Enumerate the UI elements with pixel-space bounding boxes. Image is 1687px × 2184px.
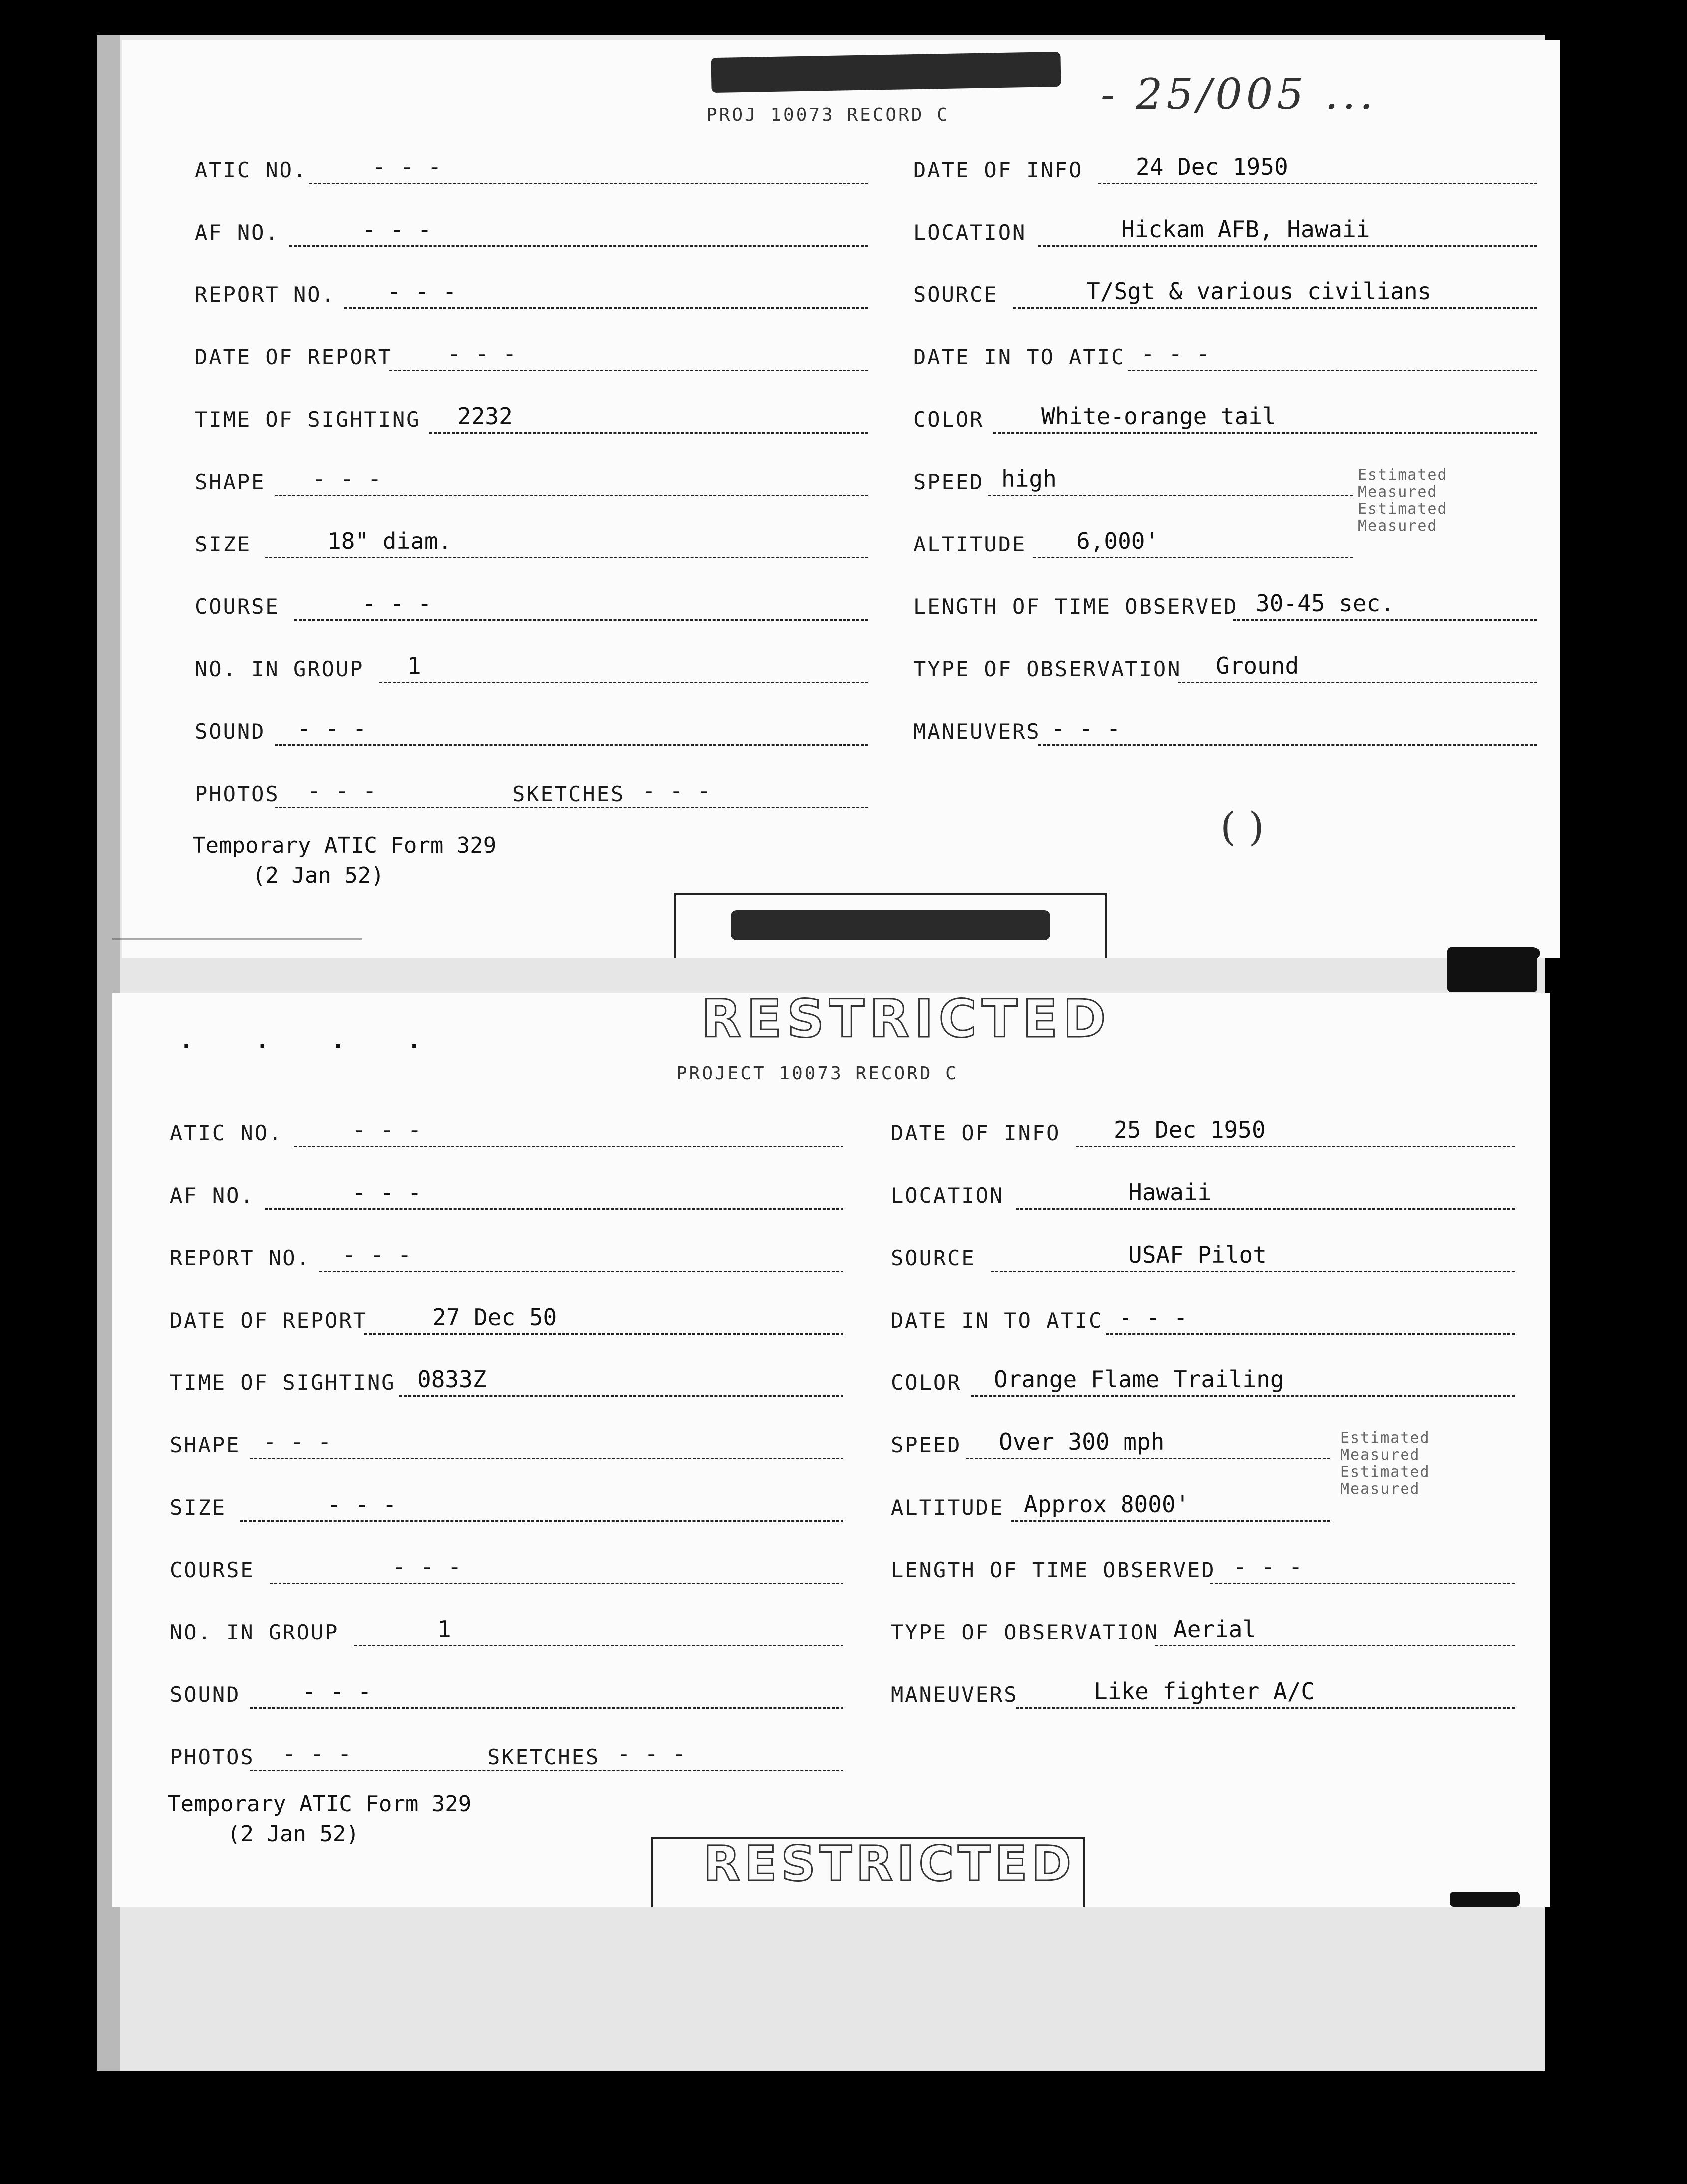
- field-maneuvers: MANEUVERS - - -: [913, 719, 1537, 749]
- field-date-in-to-atic: DATE IN TO ATIC - - -: [891, 1308, 1515, 1338]
- sound-value: - - -: [294, 715, 369, 742]
- form-footer: Temporary ATIC Form 329 (2 Jan 52): [192, 833, 497, 888]
- time-of-sighting-value: 0833Z: [414, 1366, 489, 1393]
- field-time-of-sighting: TIME OF SIGHTING 2232: [195, 407, 868, 437]
- field-source: SOURCE T/Sgt & various civilians: [913, 282, 1537, 312]
- date-of-report-value: 27 Dec 50: [429, 1304, 560, 1331]
- project-header: PROJ 10073 RECORD C: [706, 105, 950, 125]
- af-no-value: - - -: [349, 1179, 424, 1206]
- field-location: LOCATION Hickam AFB, Hawaii: [913, 220, 1537, 250]
- shape-value: - - -: [260, 1428, 334, 1455]
- field-location: LOCATION Hawaii: [891, 1183, 1515, 1213]
- redacted-footer-stamp: [731, 910, 1050, 940]
- photos-value: - - -: [280, 1740, 354, 1767]
- speed-value: Over 300 mph: [996, 1428, 1167, 1455]
- field-af-no: AF NO. - - -: [170, 1183, 844, 1213]
- restricted-stamp: RESTRICTED: [701, 993, 1111, 1049]
- field-date-in-to-atic: DATE IN TO ATIC - - -: [913, 344, 1537, 374]
- maneuvers-value: - - -: [1048, 715, 1123, 742]
- shape-value: - - -: [309, 465, 384, 492]
- restricted-footer-stamp: RESTRICTED: [703, 1836, 1075, 1892]
- source-value: USAF Pilot: [1125, 1241, 1270, 1268]
- record-card-top: [122, 40, 1560, 958]
- color-value: Orange Flame Trailing: [991, 1366, 1287, 1393]
- field-atic-no: ATIC NO. - - -: [170, 1120, 844, 1150]
- altitude-value: 6,000': [1073, 528, 1162, 554]
- field-no-in-group: NO. IN GROUP 1: [195, 656, 868, 686]
- speed-value: high: [998, 465, 1060, 492]
- field-sound: SOUND - - -: [170, 1682, 844, 1712]
- field-shape: SHAPE - - -: [195, 469, 868, 499]
- field-altitude: ALTITUDE Approx 8000': [891, 1495, 1330, 1525]
- atic-no-value: - - -: [349, 1116, 424, 1143]
- location-value: Hickam AFB, Hawaii: [1118, 216, 1373, 243]
- field-no-in-group: NO. IN GROUP 1: [170, 1620, 844, 1649]
- margin-mark: ( ): [1220, 804, 1264, 850]
- field-length-observed: LENGTH OF TIME OBSERVED 30-45 sec.: [913, 594, 1537, 624]
- estimated-measured-notes: Estimated Measured Estimated Measured: [1358, 466, 1448, 535]
- footer-stamp-box: [674, 893, 1107, 958]
- sketches-label: SKETCHES: [509, 782, 628, 806]
- sketches-value: - - -: [614, 1740, 689, 1767]
- maneuvers-value: Like fighter A/C: [1091, 1678, 1318, 1705]
- atic-no-value: - - -: [369, 153, 444, 180]
- field-photos-sketches: PHOTOS - - - SKETCHES - - -: [170, 1744, 844, 1774]
- field-time-of-sighting: TIME OF SIGHTING 0833Z: [170, 1370, 844, 1400]
- field-color: COLOR White-orange tail: [913, 407, 1537, 437]
- document-reference-handwritten: - 25/005 ...: [1101, 70, 1377, 119]
- footer-stamp-box: [651, 1837, 1085, 1907]
- field-date-of-report: DATE OF REPORT - - -: [195, 344, 868, 374]
- redacted-header-stamp: [711, 52, 1061, 93]
- corner-blot: [1450, 1892, 1520, 1907]
- field-course: COURSE - - -: [170, 1557, 844, 1587]
- project-header: PROJECT 10073 RECORD C: [676, 1063, 958, 1084]
- field-size: SIZE 18" diam.: [195, 532, 868, 561]
- length-observed-value: - - -: [1230, 1553, 1305, 1580]
- field-date-of-info: DATE OF INFO 24 Dec 1950: [913, 157, 1537, 187]
- margin-dots: . . . .: [177, 1021, 443, 1056]
- date-in-to-atic-value: - - -: [1116, 1304, 1190, 1331]
- report-no-value: - - -: [384, 278, 459, 305]
- type-of-observation-value: Ground: [1213, 652, 1302, 679]
- course-value: - - -: [389, 1553, 464, 1580]
- field-color: COLOR Orange Flame Trailing: [891, 1370, 1515, 1400]
- card-gap-line: [112, 938, 362, 940]
- size-value: - - -: [324, 1491, 399, 1518]
- af-no-value: - - -: [359, 216, 434, 243]
- field-report-no: REPORT NO. - - -: [195, 282, 868, 312]
- date-of-info-value: 24 Dec 1950: [1133, 153, 1291, 180]
- record-card-bottom: [112, 993, 1550, 1907]
- field-maneuvers: MANEUVERS Like fighter A/C: [891, 1682, 1515, 1712]
- field-shape: SHAPE - - -: [170, 1432, 844, 1462]
- form-footer: Temporary ATIC Form 329 (2 Jan 52): [167, 1791, 472, 1847]
- type-of-observation-value: Aerial: [1170, 1616, 1259, 1642]
- course-value: - - -: [359, 590, 434, 617]
- field-altitude: ALTITUDE 6,000': [913, 532, 1353, 561]
- page-corner-blot: [1447, 947, 1537, 992]
- sketches-value: - - -: [639, 777, 714, 804]
- source-value: T/Sgt & various civilians: [1083, 278, 1434, 305]
- field-type-of-observation: TYPE OF OBSERVATION Ground: [913, 656, 1537, 686]
- field-speed: SPEED Over 300 mph: [891, 1432, 1330, 1462]
- field-photos-sketches: PHOTOS - - - SKETCHES - - -: [195, 781, 868, 811]
- field-atic-no: ATIC NO. - - -: [195, 157, 868, 187]
- field-date-of-report: DATE OF REPORT 27 Dec 50: [170, 1308, 844, 1338]
- size-value: 18" diam.: [324, 528, 455, 554]
- date-in-to-atic-value: - - -: [1138, 340, 1213, 367]
- field-speed: SPEED high: [913, 469, 1353, 499]
- field-sound: SOUND - - -: [195, 719, 868, 749]
- time-of-sighting-value: 2232: [454, 403, 516, 430]
- field-report-no: REPORT NO. - - -: [170, 1245, 844, 1275]
- no-in-group-value: 1: [404, 652, 424, 679]
- no-in-group-value: 1: [434, 1616, 454, 1642]
- field-af-no: AF NO. - - -: [195, 220, 868, 250]
- date-of-info-value: 25 Dec 1950: [1111, 1116, 1269, 1143]
- field-type-of-observation: TYPE OF OBSERVATION Aerial: [891, 1620, 1515, 1649]
- report-no-value: - - -: [339, 1241, 414, 1268]
- field-size: SIZE - - -: [170, 1495, 844, 1525]
- sketches-label: SKETCHES: [484, 1745, 603, 1769]
- altitude-value: Approx 8000': [1021, 1491, 1192, 1518]
- color-value: White-orange tail: [1038, 403, 1279, 430]
- field-source: SOURCE USAF Pilot: [891, 1245, 1515, 1275]
- field-course: COURSE - - -: [195, 594, 868, 624]
- length-observed-value: 30-45 sec.: [1253, 590, 1397, 617]
- location-value: Hawaii: [1125, 1179, 1214, 1206]
- field-date-of-info: DATE OF INFO 25 Dec 1950: [891, 1120, 1515, 1150]
- photos-value: - - -: [304, 777, 379, 804]
- date-of-report-value: - - -: [444, 340, 519, 367]
- field-length-observed: LENGTH OF TIME OBSERVED - - -: [891, 1557, 1515, 1587]
- sound-value: - - -: [299, 1678, 374, 1705]
- estimated-measured-notes: Estimated Measured Estimated Measured: [1340, 1429, 1430, 1498]
